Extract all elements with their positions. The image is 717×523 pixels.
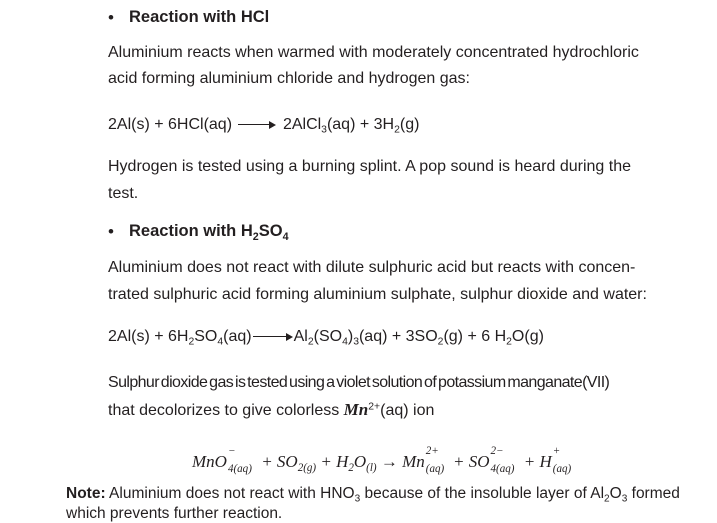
equation-h2so4 [108,328,544,346]
paragraph-line: that decolorizes to give colorless $Mn^{2+}(aq)$ ion [108,400,435,419]
paragraph-line: Aluminium does not react with dilute sulphuric acid but reacts with concen- [108,259,636,276]
paragraph-line: acid forming aluminium chloride and hydrogen gas: [108,70,470,87]
paragraph-line: trated sulphuric acid forming aluminium sulphate, sulphur dioxide and water: [108,286,647,303]
paragraph-line: Aluminium reacts when warmed with moderately concentrated hydrochloric [108,44,639,61]
equation-reactants: $2Al(s) + 6H_2SO_4(aq)$ [108,328,252,348]
equation-reactants: 2Al(s) + 6HCl(aq) [108,116,233,133]
note-line: Note: Aluminium does not react with $HNO_3$ because of the insoluble layer of $Al_2O_3$ formed [66,485,680,505]
equation-products: 2AlCl$_3$(aq) + $3H_2(g)$ [282,116,420,136]
bullet-marker: • [108,8,114,27]
reaction-arrow-icon: → [376,452,403,471]
equation-products: $Al_2(SO_4)_3(aq) + 3SO_2(g) + 6$ $H_2O(g)$ [293,328,544,348]
paragraph-line: Hydrogen is tested using a burning splint. A pop sound is heard during the [108,158,632,175]
paragraph-line: Sulphur dioxide gas is tested using a violet solution of potassium manganate(VII) [108,374,610,391]
note-line: which prevents further reaction. [66,505,283,522]
section-heading-h2so4: Reaction with $H_2SO_4$ [129,222,289,243]
equation-hcl [108,116,419,134]
note-label: Note: [66,485,106,502]
paragraph-line: test. [108,185,139,202]
ionic-equation: MnO − 4(aq) + $SO_{2(g)} + H_2O_{(l)} \to Mn$ 2+ (aq) + SO 2− 4(aq) + H + (aq) [192,445,572,475]
bullet-marker: • [108,222,114,241]
reaction-arrow-icon [238,120,276,130]
section-heading-hcl: Reaction with HCl [129,8,270,26]
reaction-arrow-icon [253,332,293,342]
